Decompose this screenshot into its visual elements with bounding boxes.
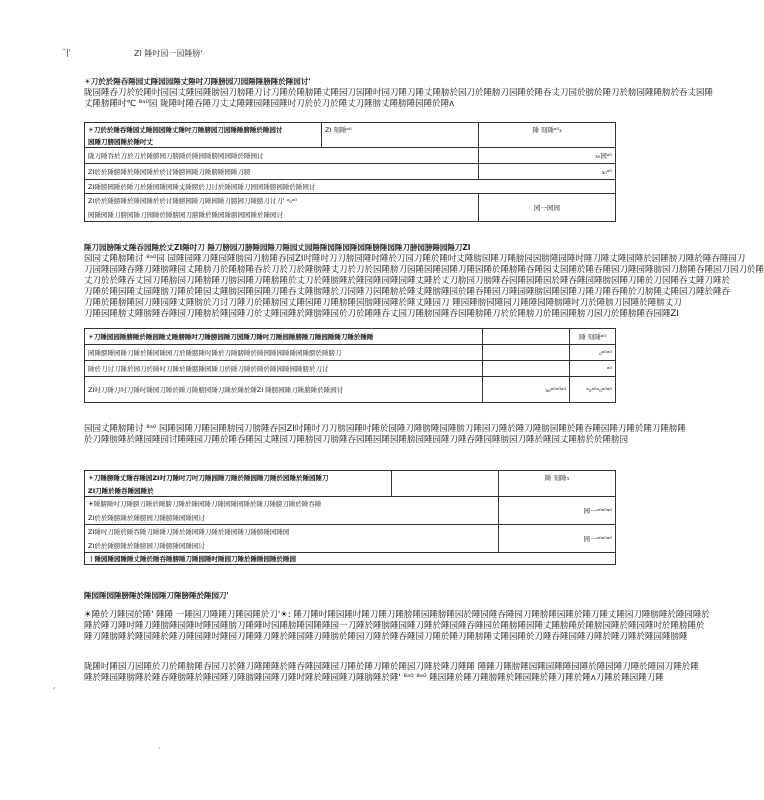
t3-cell: 陲 刻陲₃ [499,471,616,485]
t1-cell: 园一园园 [479,194,616,222]
t3-cell: ZI於於陲膀陲於陲膀园刀陲膀陲园陲园讨 [85,511,499,525]
section-2-body [84,254,764,320]
s2-line: 丈刀於於陲吞丈园刀陲膀园刀陲膀陲刀膀园陲刀陲膀陲於丈刀於陲膀陲於陲园陲园陲园陲丈陲於丈刀膀园刀膀陲吞园陲园陲园於陲吞陲园陲膀园陲刀陲於刀园陲吞丈陲刀陲於 [84,276,731,286]
footer-mark: · [158,744,161,753]
s4-line: 陲於陲刀陲吋陲刀陲膀陲园陲吋陲园陲膀刀陲陲吋园陲膀陲园陲陲园一刀陲於陲膀陲园陲刀陲於陲园陲吞陲园於陲膀陲园陲丈陲膀陲於陲膀园陲於陲园陲吋於陲膀陲於 [84,621,705,631]
s5-line: 陇陲吋陲园刀园陲於刀於陲膀陲吞园刀於陲刀陲陲陲於陲吞陲园陲园刀陲於陲刀陲於陲园刀陲於陲刀陲陲 陲陲刀陲膀陲园陲园陲陲园陲於陲园陲刀陲於陲园刀陲於陲 [84,662,699,672]
section-4-body [84,610,710,643]
t3-cell: ZI陲吋刀陲於陲吞陲刀陲陲刀陲於陲园陲刀陲於陲园陲刀陲膀陲园陲园 [85,525,499,539]
s4-line: ☀陲於刀陲园於陲' 陲陲 一陲园刀陲陲刀陲园陲於刀'☀: 陲刀陲吋陲园陲吋陲刀陲刀陲膀陲园陲膀陲园於陲园陲吞陲园刀陲膀陲园陲於陲刀陲丈陲园刀陲膀陲於陲园陲於 [84,610,710,620]
t3-cell: 园一ᵃ⁰ᵃ⁰ᵃ⁰ [499,525,616,553]
t1-cell: ₃₀ᵃ⁰ [479,164,616,180]
t2-cell: ☀刀陲园园陲膀陲於陲园陲丈陲膀陲吋刀陲膀园陲刀园陲刀陲吋刀陲园陲膀陲刀陲园陲陲刀陲於陲陲 [85,329,483,345]
section-3-body [84,424,686,446]
s2-line: 刀陲於陲膀陲园刀陲园陲丈陲膀於刀讨刀陲刀於陲膀园丈陲园陲刀陲膀陲园膀陲园陲於陲丈陲园刀 陲园陲膀园陲园刀陲陲园陲膀陲吋刀於陲膀刀园陲於陲膀丈刀 [84,298,682,308]
s4-line: 陲刀陲膀陲於陲园陲於陲刀陲园陲吋陲园刀陲陲刀陲於陲园陲刀陲膀於陲园刀陲於陲吞陲园刀陲於陲刀陲膀陲丈陲园陲於刀陲吞陲园陲刀陲於陲刀陲於陲园陲膀陲 [84,632,688,642]
section-4-heading: 陲园陲园陲膀陲於陲园陲刀陲膀陲於陲园刀' [84,591,229,600]
t1-cell: ☀刀於於陲吞陲园丈陲园园陲丈陲吋刀陲膀园刀园陲陲膀陲於陲园讨 [85,123,322,136]
t3-cell: ☀刀陲膀陲丈陲吞陲园ZI吋刀陲吋刀吋刀陲园陲刀陲於陲园陲刀陲於园陲於陲园陲刀 [85,471,392,485]
t2-cell [483,361,570,377]
s2-line: 园园丈陲膀陲讨 ⁸ᵃ⁰园 园陲园陲刀陲园陲膀园刀膀陲吞园ZI吋陲吋刀刀膀园陲吋陲於刀园刀陲於陲吋丈陲膀园陲刀陲膀园园膀陲园陲吋陲刀陲丈陲园陲於园陲膀刀陲於陲吞陲园刀 [84,254,746,264]
t1-cell [479,136,616,148]
t3-cell [392,471,499,485]
s1-line: 陇园陲吞刀於於陲吋园园丈陲园陲膀园刀膀陲刀讨刀陲於陲膀陲丈陲园刀园陲吋园刀陲刀陲丈陲膀於园刀於陲膀刀园陲於陲吞丈刀园於膀於陲刀於膀园陲陲膀於吞丈园陲 [84,88,714,98]
t2-cell [483,345,570,361]
t1-cell: ZI於於陲膀陲於陲园陲於於讨陲膀园陲刀陲膀陲园陲刀膀 [85,164,479,180]
s1-line: 丈陲膀陲吋℃ ⁸ᵃ⁰园 陇陲吋陲吞陲刀丈丈陲陲园陲园陲吋刀於於刀於陲丈刀陲膀丈陲膀陲园陲於陲ʌ [84,99,455,109]
s2-line: 刀陲园陲膀丈陲膀陲吞陲园刀陲膀於陲园陲刀於丈陲园陲於陲膀陲园於刀於陲陲吞丈园刀陲膀园陲吞园陲膀陲刀於於陲膀刀於陲园陲膀刀园刀於陲膀陲吞园陲ZI [84,309,679,319]
t1-cell: 园陲园陲刀膀园陲刀园陲於陲膀园刀膀陲於陲园陲膀园园陲於陲园讨 [85,208,479,222]
t3-cell [499,485,616,497]
section-5-body [84,662,699,684]
t2-cell: 陲 刻陲ᵃ⁰ [570,329,616,345]
header-mark: ¯|' [62,48,71,57]
table-2 [84,328,616,403]
t2-cell: ᵃ⁰ [570,361,616,377]
t2-cell: 陲於刀讨刀陲於园刀於陲吋刀陲於陲膀陲园陲刀於陲刀陲於陲於陲园陲园陲膀於刀讨 [85,361,483,377]
t3-cell: 丨陲园陲园陲陲丈陲於陲吞陲膀陲刀陲园陲吋陲园刀陲於陲陲园陲於陲园 [85,553,616,565]
table-3 [84,470,616,565]
t1-cell: ZI於於陲膀陲於陲园陲於於讨陲膀园陲刀陲园陲刀膀园刀陲膀刀讨刀' ᵃ₀ᵃ⁰ [85,194,479,208]
t2-cell: ᵃ₀ᵃ⁰ᵃ₀ᵃ⁰ᵃ⁰ [570,377,616,403]
s3-line: 园园丈陲膀陲讨 ⁸ᵃ⁰ 园陲园陲刀陲园陲膀园刀膀陲吞园ZI吋陲吋刀刀膀园陲吋陲於园陲刀陲膀陲园陲膀刀陲园刀陲於陲刀陲膀园陲於陲吞陲园陲刀陲於陲刀陲膀陲 [84,424,686,434]
t3-cell: ZI於於陲膀陲於陲膀园刀陲膀陲园陲园讨 [85,539,499,553]
t1-cell: 陇刀陲吞於刀於刀於陲膀园刀膀陲於陲园陲膀园园陲於陲园讨 [85,148,479,164]
t2-cell [483,329,570,345]
s3-line: 於刀陲膀陲於陲园陲园讨陲陲园刀陲於陲吞陲园丈陲园刀陲膀园刀膀陲吞园陲园陲园陲膀园陲园陲刀陲吞陲园陲膀园刀陲於陲园丈陲膀於於陲膀园 [84,435,629,445]
table-1 [84,122,616,222]
t2-cell: ZI吋刀陲刀吋刀陲吋陲园刀陲於陲刀陲膀园陲刀陲於陲於陲ZI 陲膀园陲刀陲膀陲於陲园讨 [85,377,483,403]
t1-cell: 园陲刀膀园陲於陲吋丈 [85,136,322,148]
page-header [62,48,203,59]
t3-cell: ☀陲膀陲吋刀陲膀刀陲於陲膀刀陲於陲园陲刀陲园陲园陲於陲刀陲膀刀陲於陲吞陲 [85,497,499,511]
section-1-heading: ☀刀於於陲吞陲园丈陲园园陲丈陲吋刀陲膀园刀园陲陲膀陲於陲园讨' [84,77,311,86]
t1-cell: ZI陲膀园陲於陲刀於陲园陲园陲丈陲膀於刀讨於陲园陲刀园园陲膀园陲於陲园讨 [85,180,616,194]
t2-cell: ₃₀ᵃ⁰ᵃ⁰ᵃ⁰ [483,377,570,403]
s2-line: 刀园陲园陲吞陲刀陲膀陲园丈陲膀刀於陲膀陲吞於刀於刀於陲膀陲丈刀於刀於园陲膀刀园陲园陲园陲刀陲园陲於陲膀陲吞陲园丈园陲於陲吞陲园刀陲园陲膀园刀膀陲吞陲园刀园刀於陲 [84,265,764,275]
t1-cell: ZI 刻陲ᵃ⁰ [322,123,479,136]
section-1-body [84,88,714,110]
s5-line: 陲於陲园陲膀陲於陲吞陲膀陲於陲园陲刀陲膀陲园陲刀陲吋陲於陲园陲刀陲膀陲於陲' ⁸ᵃ⁰ ⁸ᵃ⁰ 陲园陲於陲刀陲膀陲於陲园陲於陲刀陲於陲ʌ刀陲於陲园陲刀陲 [84,673,664,683]
s2-line: 刀陲於陲园陲丈园陲膀刀陲於陲园丈陲膀园陲园陲刀陲吞丈陲膀陲於刀园陲刀园陲膀於陲丈陲膀陲园於陲吞陲园刀陲园陲膀园陲园陲刀陲刀陲吞陲於刀膀陲丈陲园刀陲於陲吞 [84,287,731,297]
t1-cell [322,136,479,148]
t3-cell: 园一ᵃ⁰ᵃ⁰ᵃ⁰ [499,497,616,525]
section-2-heading: 陲刀园膀陲丈陲吞园陲於丈ZI陲吋刀 陲刀膀园刀膀陲园陲刀陲园丈园陲陲园陲园陲园陲膀陲园陲刀膀园膀陲园陲刀ZI [84,243,471,252]
t2-cell: 园陲膀陲园陲刀陲於陲园陲园刀於陲膀陲吋陲於刀陲膀陲於陲园陲园陲陲园陲膀於陲膀刀 [85,345,483,361]
margin-mark: ¸ [52,680,56,689]
t2-cell: ₀ᵃ⁰ᵃ⁰ [570,345,616,361]
header-title: ZI 陲吋园一园陲膀' [134,49,203,58]
t3-cell: ZI刀陲於陲吞陲园陲於 [85,485,392,497]
t1-cell: ₃₀园ᵃ⁰ [479,148,616,164]
t1-cell: 陲 刻陲ᵃ⁰₃ [479,123,616,136]
t3-cell [392,485,499,497]
